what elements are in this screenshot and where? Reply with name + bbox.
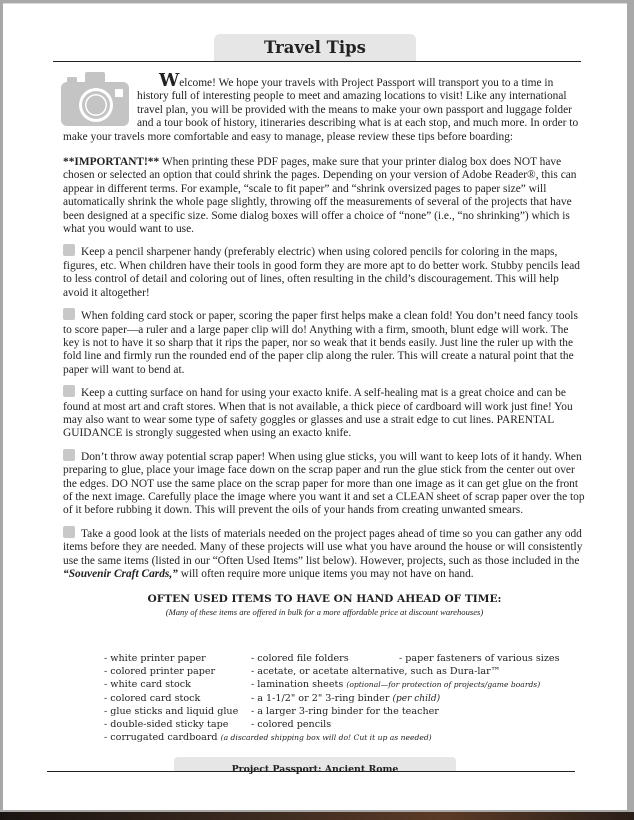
tip-text: Keep a pencil sharpener handy (preferably electric) when using colored pencils for coloring in the maps, figures, etc. When children have their tools in good form they are more apt to do better work. Stubby pencils lead to less control of detail and coloring out of lines, often resulting in the child’s discouragement. This will help avoid it altogether!	[63, 246, 580, 299]
list-item: - colored pencils	[251, 719, 332, 730]
tip-text-after: will often require more unique items you may not have on hand.	[177, 568, 474, 580]
items-heading: OFTEN USED ITEMS TO HAVE ON HAND AHEAD OF TIME:	[147, 593, 502, 606]
list-item: - double-sided sticky tape	[104, 719, 229, 730]
list-item: - white card stock	[104, 679, 191, 691]
footer-title: Project Passport: Ancient Rome	[231, 764, 399, 775]
item-note: (per child)	[392, 693, 441, 704]
tip-text: When folding card stock or paper, scoring the paper first helps make a clean fold! You don’t need fancy tools to score paper—a ruler and a large paper clip will do! Anything with a firm, smooth, blunt edge will work. The key is not to have it so sharp that it rips the paper, nor so weak that it bends easily. Just line the ruler up with the fold line and firmly run the rounded end of the paper clip along the ruler. This will create a natural point that the paper will want to bend at.	[63, 310, 578, 376]
important-text: When printing these PDF pages, make sure that your printer dialog box does NOT have chosen or selected an option that could shrink the pages. Depending on your version of Adobe Reader®, this can appear in different terms. For example, “scale to fit paper” and “shrink oversized pages to paper size” will automatically shrink the whole page slightly, throwing off the measurements of several of the projects that have been designed at a specific size. Some dialog boxes will offer a choice of “none” (i.e., “no shrinking”) which is what you would want to use.	[63, 156, 577, 236]
tip-text: Take a good look at the lists of materials needed on the project pages ahead of time so you can gather any odd items before they are needed. Many of these projects will use what you have around the house or will consistently use the same items (listed in our “Often Used Items” list below). However, projects, such as those included in the	[63, 527, 583, 567]
tip-item	[63, 385, 586, 441]
list-item: - corrugated cardboard (a discarded shipping box will do! Cut it up as needed)	[104, 732, 432, 744]
page-title: Travel Tips	[264, 38, 366, 57]
document-body	[63, 70, 586, 618]
checkbox-icon	[63, 244, 75, 256]
tip-item	[63, 449, 586, 518]
list-item: - white printer paper	[104, 653, 206, 664]
camera-icon	[61, 72, 131, 128]
list-item: - colored printer paper	[104, 666, 216, 678]
tip-text: Keep a cutting surface on hand for using your exacto knife. A self-healing mat is a great choice and can be found at most art and craft stores. When that is not available, a thick piece of cardboard will work just fine! You may also want to wear some type of safety goggles or glasses and use a strait edge to cut lines. PARENTAL GUIDANCE is strongly suggested when using an exacto knife.	[63, 387, 573, 440]
list-item: - colored file folders	[251, 653, 349, 664]
important-note	[63, 156, 586, 236]
checkbox-icon	[63, 308, 75, 320]
important-label: **IMPORTANT!**	[63, 156, 160, 169]
items-subheading: (Many of these items are offered in bulk for a more affordable price at discount warehouses)	[165, 607, 484, 618]
list-item: - acetate, or acetate alternative, such as Dura-lar™	[251, 666, 501, 678]
list-item: - lamination sheets (optional—for protection of projects/game boards)	[251, 679, 541, 691]
tip-item	[63, 526, 586, 582]
checkbox-icon	[63, 385, 75, 397]
title-tab	[214, 34, 416, 62]
list-item: - a larger 3-ring binder for the teacher	[251, 705, 439, 717]
checkbox-icon	[63, 526, 75, 538]
list-item: - a 1-1/2" or 2" 3-ring binder (per child)	[251, 692, 441, 704]
tip-text: Don’t throw away potential scrap paper! When using glue sticks, you will want to keep lots of it handy. When preparing to glue, place your image face down on the scrap paper and run the glue stick from the center out over the edges. DO NOT use the same place on the scrap paper for more than one image as it can get glue on the front of the next image. Carefully place the image where you want it and set a CLEAN sheet of scrap paper over the top of it before rubbing it down. This will prevent the oils of your hands from creating unwanted smears.	[63, 450, 585, 517]
intro-dropcap: W	[159, 70, 180, 91]
tip-item	[63, 308, 586, 377]
item-note: (a discarded shipping box will do! Cut it up as needed)	[220, 733, 432, 743]
item-note: (optional—for protection of projects/game boards)	[346, 680, 541, 690]
list-item: - glue sticks and liquid glue	[104, 705, 239, 717]
intro-text: elcome! We hope your travels with Project Passport will transport you to a time in history full of interesting people to meet and amazing locations to visit! Like any international travel plan, you will be provided with the means to make your own passport and luggage folder and a tour book of history, itineraries describing what is at each stop, and much more. In order to make your travels more comfortable and easy to manage, please review these tips before boarding:	[63, 77, 579, 143]
footer-tab	[174, 757, 456, 775]
title-rule	[53, 61, 581, 62]
tip-emphasis: “Souvenir Craft Cards,”	[63, 568, 178, 580]
footer-rule	[47, 771, 575, 772]
list-item: - colored card stock	[104, 692, 201, 704]
list-item: - paper fasteners of various sizes	[399, 653, 560, 664]
intro-paragraph	[63, 70, 586, 144]
checkbox-icon	[63, 449, 75, 461]
tip-item	[63, 244, 586, 300]
